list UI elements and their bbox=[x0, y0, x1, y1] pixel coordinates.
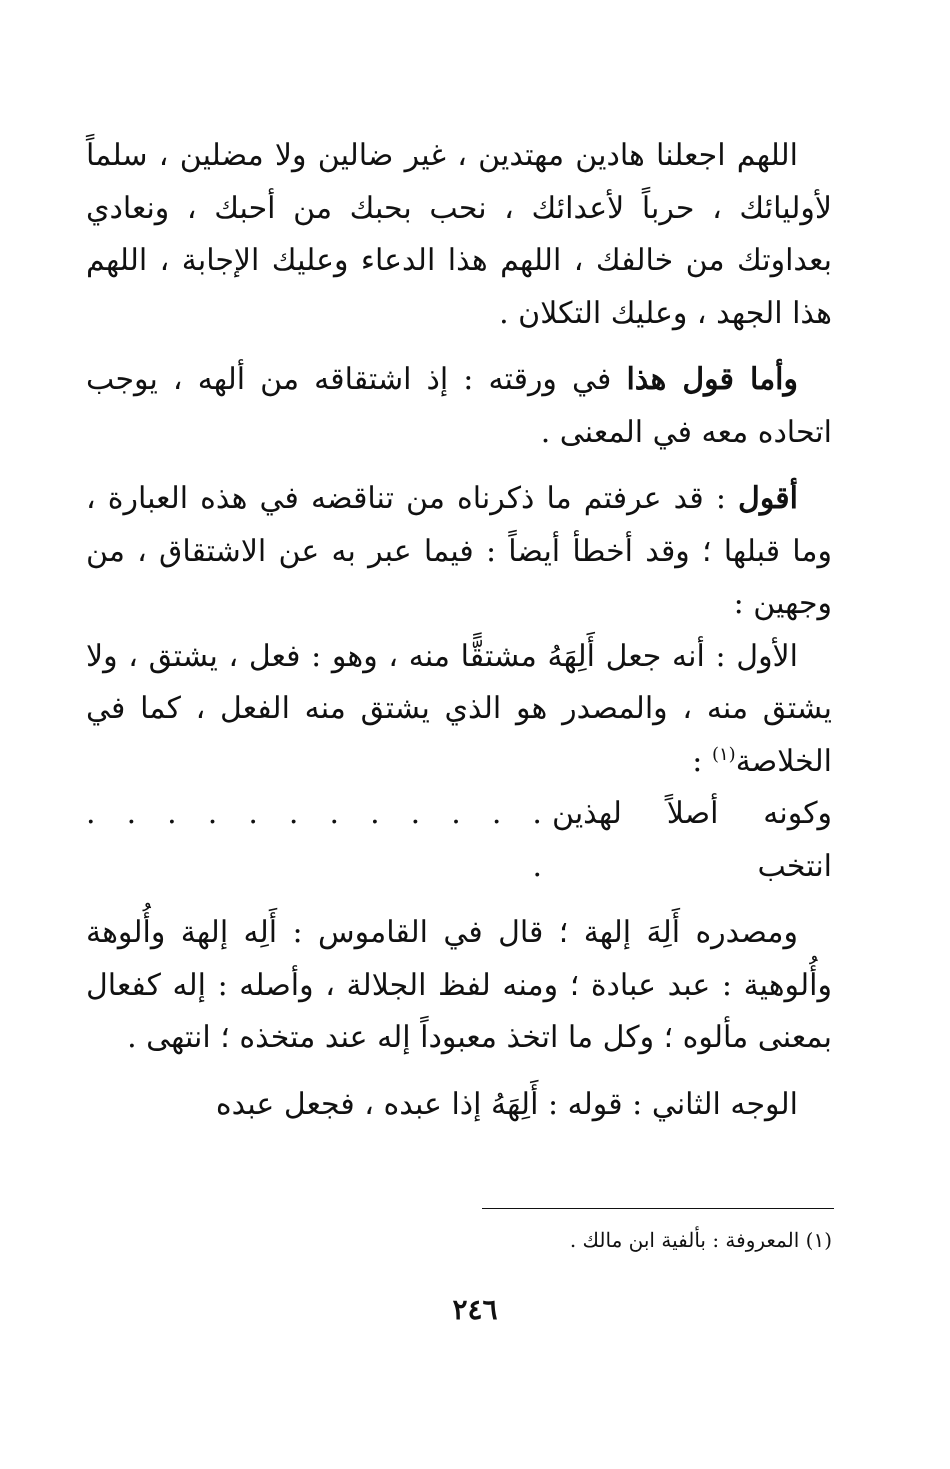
poem-second-hemistich-dots: . . . . . . . . . . . . . bbox=[86, 796, 552, 884]
poem-verse bbox=[86, 788, 832, 893]
opponent-claim-text: في ورقته : إذ اشتقاقه من ألهه ، يوجب اتحاده معه في المعنى . bbox=[86, 362, 832, 450]
poem-first-hemistich: وكونه أصلاً لهذين انتخب bbox=[551, 796, 832, 884]
paragraph-qamus bbox=[86, 907, 832, 1065]
paragraph-prayer bbox=[86, 130, 832, 340]
footnote-separator bbox=[482, 1208, 834, 1209]
paragraph-opponent-claim bbox=[86, 354, 832, 459]
second-aspect-text: الوجه الثاني : قوله : أَلِهَهُ إذا عبده ، فجعل عبده bbox=[215, 1086, 798, 1122]
first-aspect-end: : bbox=[692, 743, 712, 779]
response-lead: أقول bbox=[738, 481, 798, 516]
main-text bbox=[86, 130, 832, 1145]
first-aspect-text: الأول : أنه جعل أَلِهَهُ مشتقًّا منه ، وهو : فعل ، يشتق ، ولا يشتق منه ، والمصدر هو الذي يشتق منه الفعل ، كما في الخلاصة bbox=[86, 638, 832, 779]
paragraph-second-aspect bbox=[86, 1079, 832, 1132]
footnote-marker[interactable]: (١) bbox=[711, 743, 736, 765]
opponent-claim-lead: وأما قول هذا bbox=[626, 362, 798, 397]
qamus-text: ومصدره أَلِهَ إلهة ؛ قال في القاموس : أَلِه إلهة وأُلوهة وأُلوهية : عبد عبادة ؛ ومنه لفظ الجلالة ، وأصله : إله كفعال بمعنى مألوه ؛ وكل ما اتخذ معبوداً إله عند متخذه ؛ انتهى . bbox=[86, 915, 832, 1055]
paragraph-first-aspect bbox=[86, 631, 832, 789]
page-number: ٢٤٦ bbox=[452, 1293, 498, 1326]
footnote: (١) المعروفة : بألفية ابن مالك . bbox=[569, 1228, 832, 1252]
paragraph-response bbox=[86, 473, 832, 631]
response-text: : قد عرفتم ما ذكرناه من تناقضه في هذه العبارة ، وما قبلها ؛ وقد أخطأ أيضاً : فيما عبر به عن الاشتقاق ، من وجهين : bbox=[86, 481, 832, 621]
paragraph-prayer-text: اللهم اجعلنا هادين مهتدين ، غير ضالين ولا مضلين ، سلماً لأوليائك ، حرباً لأعدائك ، نحب بحبك من أحبك ، ونعادي بعداوتك من خالفك ، اللهم هذا الدعاء وعليك الإجابة ، اللهم هذا الجهد ، وعليك التكلان . bbox=[86, 138, 832, 331]
